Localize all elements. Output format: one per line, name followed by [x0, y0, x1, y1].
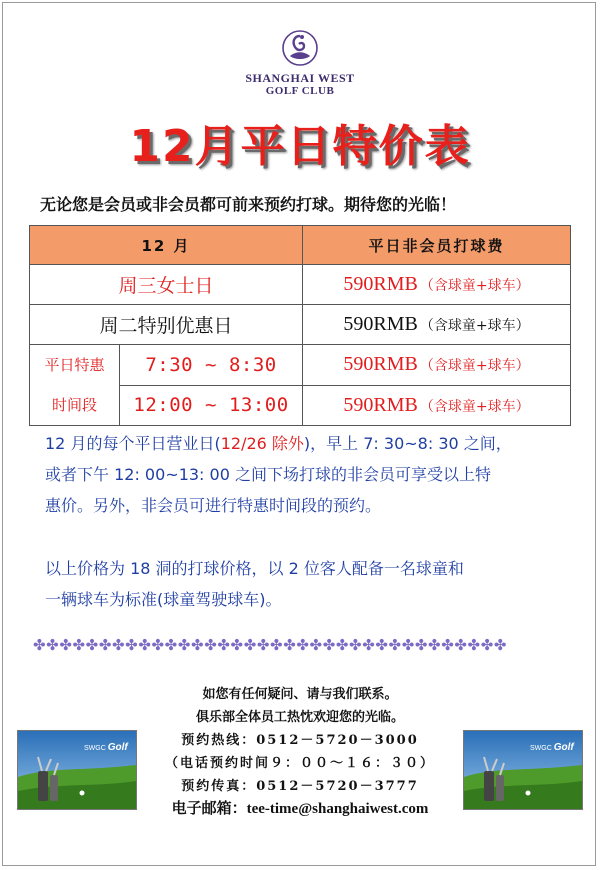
para-text: 12 月的每个平日营业日( [45, 434, 221, 453]
swan-emblem-icon [280, 26, 320, 70]
price-note: （含球童+球车） [419, 358, 530, 375]
price-note: （含球童+球车） [419, 278, 530, 294]
flower-divider: ✤✤✤✤✤✤✤✤✤✤✤✤✤✤✤✤✤✤✤✤✤✤✤✤✤✤✤✤✤✤✤✤✤✤✤✤ [33, 636, 508, 654]
page-title: 12月平日特价表 [129, 121, 471, 172]
para-text: )，早上 7: 30~8: 30 之间， [303, 434, 512, 453]
price-value: 590RMB [343, 313, 418, 335]
price-note: （含球童+球车） [419, 318, 530, 334]
para-line [45, 428, 570, 459]
para-line: 惠价。另外，非会员可进行特惠时间段的预约。 [45, 496, 382, 515]
excluded-date: 12/26 除外 [220, 434, 304, 453]
time-from: 7:30 [145, 353, 194, 376]
price-value: 590RMB [343, 273, 418, 295]
time-to: 13:00 [228, 394, 289, 417]
time-sep: ~ [205, 394, 217, 417]
price-value: 590RMB [343, 393, 418, 416]
caption-big: Golf [553, 742, 574, 753]
price-terms [45, 553, 570, 615]
table-row [30, 345, 571, 386]
contact-line: 如您有任何疑问、请与我们联系。 [202, 687, 398, 702]
price-morning [303, 345, 571, 386]
contact-line: 俱乐部全体员工热忱欢迎您的光临。 [195, 710, 404, 725]
caption-small: SWGC [530, 745, 552, 752]
club-name-line2: GOLF CLUB [265, 85, 335, 97]
subtitle: 无论您是会员或非会员都可前来预约打球。期待您的光临！ [40, 195, 457, 214]
group-label [30, 345, 120, 426]
price-note: （含球童+球车） [419, 398, 530, 415]
group-label-line1: 平日特惠 [44, 356, 105, 374]
row-name-tuesday: 周二特别优惠日 [30, 305, 303, 345]
time-slot-morning [120, 345, 303, 386]
para-line: 或者下午 12: 00~13: 00 之间下场打球的非会员可享受以上特 [45, 465, 491, 484]
table-header-row [30, 226, 571, 265]
booking-hotline: 预约热线：0512－5720－3000 [181, 733, 419, 748]
booking-hours: （电话预约时间９：００～１６：３０） [164, 756, 435, 771]
header-fee: 平日非会员打球费 [303, 226, 571, 265]
offer-description [45, 428, 570, 521]
row-price-wednesday [303, 265, 571, 305]
booking-fax: 预约传真：0512－5720－3777 [181, 779, 419, 794]
contact-info [0, 683, 600, 821]
para-line: 一辆球车为标准(球童驾驶球车)。 [45, 590, 282, 609]
table-row [30, 265, 571, 305]
club-logo [0, 26, 600, 98]
price-table [29, 225, 571, 426]
price-value: 590RMB [343, 353, 418, 376]
club-name-line1: SHANGHAI WEST [245, 71, 355, 85]
price-noon [303, 385, 571, 426]
caption-big: Golf [107, 742, 128, 753]
contact-email: 电子邮箱：tee-time@shanghaiwest.com [171, 801, 429, 817]
caption-small: SWGC [84, 745, 106, 752]
time-from: 12:00 [133, 394, 194, 417]
time-slot-noon [120, 385, 303, 426]
header-month: 12 月 [30, 226, 303, 265]
time-to: 8:30 [228, 353, 277, 376]
row-price-tuesday [303, 305, 571, 345]
row-name-wednesday: 周三女士日 [30, 265, 303, 305]
time-sep: ~ [205, 353, 217, 376]
para-line: 以上价格为 18 洞的打球价格，以 2 位客人配备一名球童和 [45, 559, 464, 578]
group-label-line2: 时间段 [51, 396, 97, 414]
table-row [30, 305, 571, 345]
